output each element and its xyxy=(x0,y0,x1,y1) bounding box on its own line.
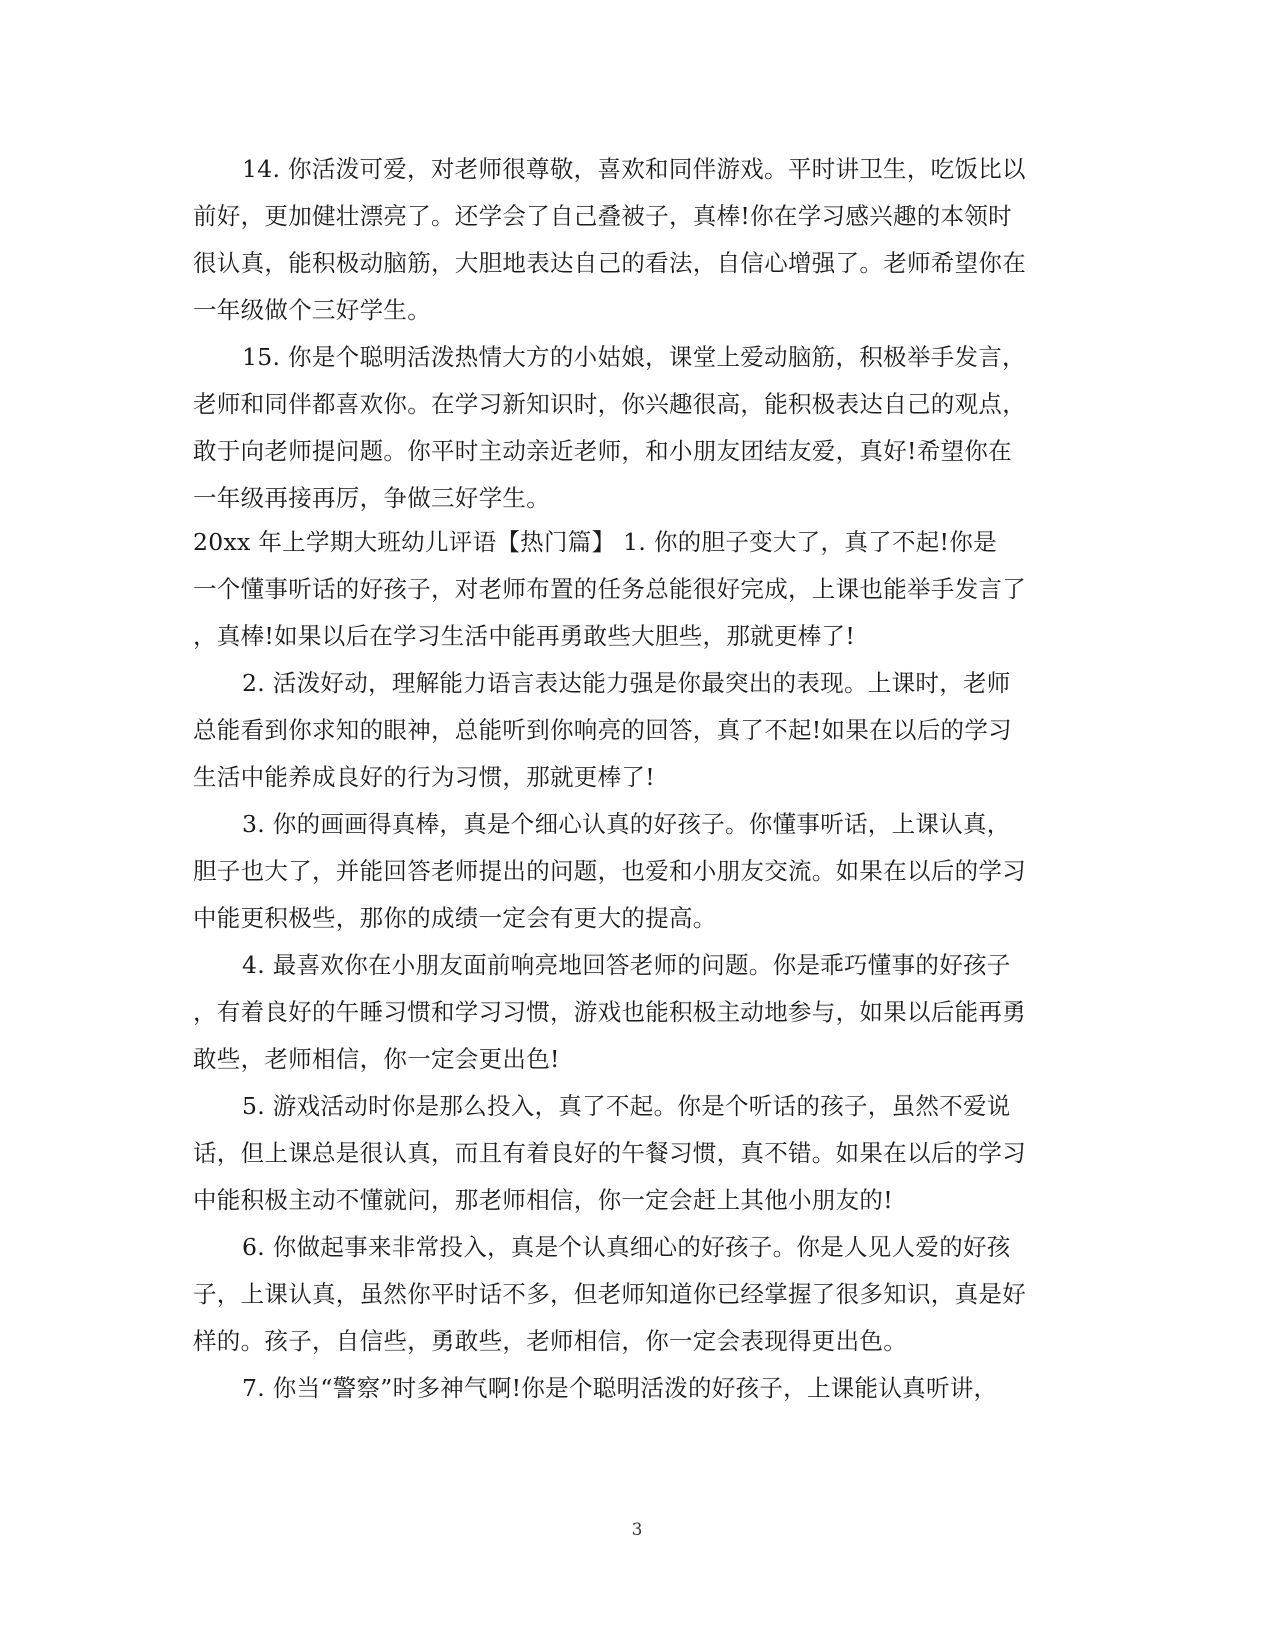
text-line: 前好，更加健壮漂亮了。还学会了自己叠被子，真棒!你在学习感兴趣的本领时 xyxy=(193,202,1012,230)
page-number: 3 xyxy=(631,1520,643,1540)
text-line: 2. 活泼好动，理解能力语言表达能力强是你最突出的表现。上课时，老师 xyxy=(242,669,1011,697)
text-line: 6. 你做起事来非常投入，真是个认真细心的好孩子。你是人见人爱的好孩 xyxy=(242,1233,1011,1261)
text-line: 15. 你是个聪明活泼热情大方的小姑娘，课堂上爱动脑筋，积极举手发言， xyxy=(242,343,1026,371)
section-heading-line: 20xx 年上学期大班幼儿评语【热门篇】 1. 你的胆子变大了，真了不起!你是 xyxy=(193,528,997,556)
text-line: 生活中能养成良好的行为习惯，那就更棒了! xyxy=(193,763,655,791)
text-line: 老师和同伴都喜欢你。在学习新知识时，你兴趣很高，能积极表达自己的观点， xyxy=(193,390,1026,418)
text-line: ，有着良好的午睡习惯和学习习惯，游戏也能积极主动地参与，如果以后能再勇 xyxy=(193,998,1026,1026)
text-line: 14. 你活泼可爱，对老师很尊敬，喜欢和同伴游戏。平时讲卫生，吃饭比以 xyxy=(242,155,1026,183)
text-line: 胆子也大了，并能回答老师提出的问题，也爱和小朋友交流。如果在以后的学习 xyxy=(193,857,1026,885)
text-line: 样的。孩子，自信些，勇敢些，老师相信，你一定会表现得更出色。 xyxy=(193,1327,907,1355)
text-line: ，真棒!如果以后在学习生活中能再勇敢些大胆些，那就更棒了! xyxy=(193,622,856,650)
text-line: 敢些，老师相信，你一定会更出色! xyxy=(193,1045,560,1073)
text-line: 很认真，能积极动脑筋，大胆地表达自己的看法，自信心增强了。老师希望你在 xyxy=(193,249,1026,277)
text-line: 7. 你当“警察”时多神气啊!你是个聪明活泼的好孩子，上课能认真听讲， xyxy=(242,1374,998,1402)
text-line: 话，但上课总是很认真，而且有着良好的午餐习惯，真不错。如果在以后的学习 xyxy=(193,1139,1026,1167)
text-line: 一年级做个三好学生。 xyxy=(193,296,431,324)
text-line: 一年级再接再厉，争做三好学生。 xyxy=(193,484,550,512)
text-line: 中能更积极些，那你的成绩一定会有更大的提高。 xyxy=(193,904,717,932)
text-line: 总能看到你求知的眼神，总能听到你响亮的回答，真了不起!如果在以后的学习 xyxy=(193,716,1012,744)
text-line: 子，上课认真，虽然你平时话不多，但老师知道你已经掌握了很多知识，真是好 xyxy=(193,1280,1026,1308)
text-line: 中能积极主动不懂就问，那老师相信，你一定会赶上其他小朋友的! xyxy=(193,1186,893,1214)
text-line: 敢于向老师提问题。你平时主动亲近老师，和小朋友团结友爱，真好!希望你在 xyxy=(193,437,1012,465)
text-line: 一个懂事听话的好孩子，对老师布置的任务总能很好完成，上课也能举手发言了 xyxy=(193,575,1026,603)
text-line: 3. 你的画画得真棒，真是个细心认真的好孩子。你懂事听话，上课认真， xyxy=(242,810,1011,838)
text-line: 4. 最喜欢你在小朋友面前响亮地回答老师的问题。你是乖巧懂事的好孩子 xyxy=(242,951,1011,979)
text-line: 5. 游戏活动时你是那么投入，真了不起。你是个听话的孩子，虽然不爱说 xyxy=(242,1092,1011,1120)
